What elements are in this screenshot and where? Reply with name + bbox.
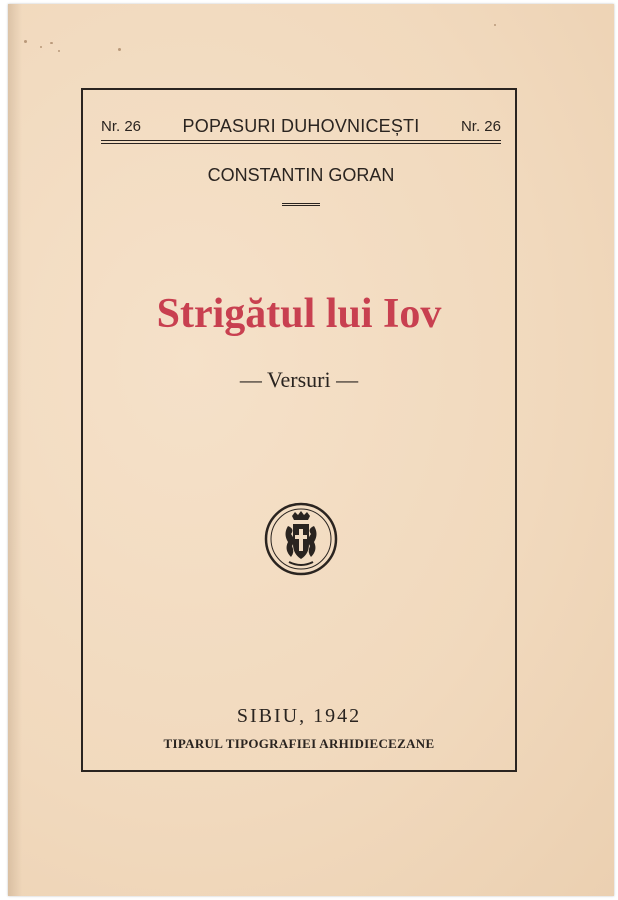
- author-divider: [282, 203, 320, 206]
- author-name: CONSTANTIN GORAN: [207, 165, 395, 185]
- series-number-left: Nr. 26: [101, 118, 142, 135]
- paper-speck: [24, 40, 27, 43]
- archdiocese-seal-icon: [264, 502, 338, 576]
- header-double-rule: [101, 140, 501, 144]
- series-title: POPASURI DUHOVNICEȘTI: [182, 116, 420, 136]
- book-subtitle: — Versuri —: [239, 367, 359, 392]
- series-number-right: Nr. 26: [460, 118, 501, 135]
- spine-shadow: [8, 4, 22, 896]
- paper-speck: [50, 42, 53, 44]
- cover-border-frame: [81, 88, 517, 772]
- series-header: [101, 116, 501, 138]
- paper-speck: [40, 46, 42, 48]
- imprint-printer: TIPARUL TIPOGRAFIEI ARHIDIECEZANE: [163, 736, 435, 751]
- paper-speck: [494, 24, 496, 26]
- imprint-city-year: SIBIU, 1942: [236, 705, 362, 727]
- paper-speck: [118, 48, 121, 51]
- paper-speck: [58, 50, 60, 52]
- book-title: Strigătul lui Iov: [156, 291, 442, 337]
